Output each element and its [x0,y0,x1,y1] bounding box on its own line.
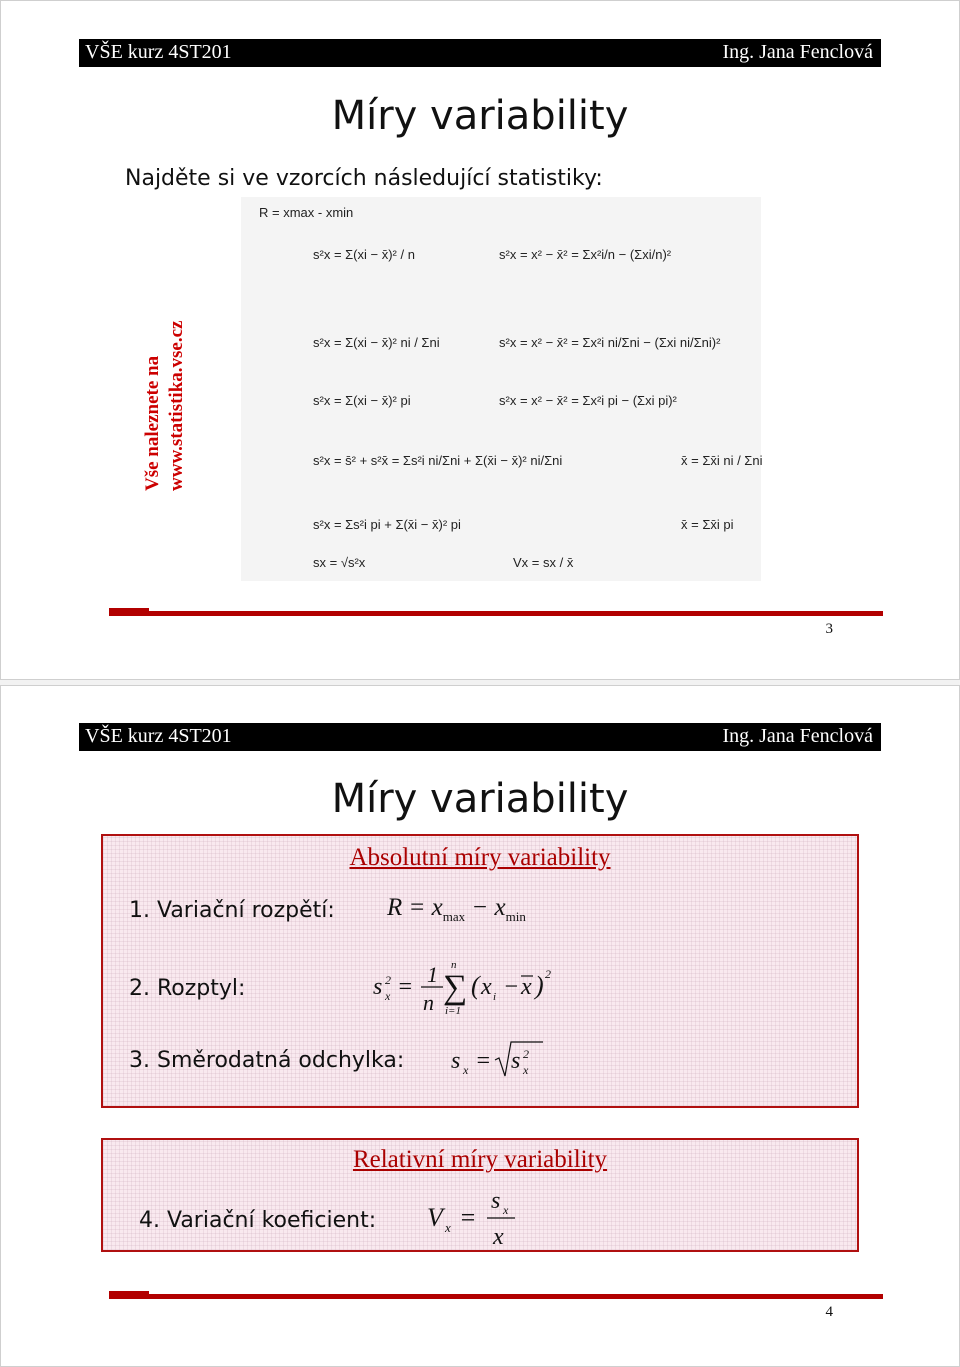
relative-measures-title: Relativní míry variability [352,1146,608,1173]
coefficient-variation-formula-graphic [425,1184,525,1250]
svg-text:x: x [445,1220,451,1235]
absolute-measures-box [101,834,859,1108]
formula-weighted-variance: s²x = Σ(xi − x̄)² ni / Σni [313,335,440,350]
variance-label: 2. Rozptyl: [129,976,246,1001]
absolute-measures-title: Absolutní míry variability [349,844,611,871]
author-label: Ing. Jana Fenclová [722,725,873,747]
formula-variance-computational: s²x = x² − x̄² = Σx²i/n − (Σxi/n)² [499,247,672,262]
svg-text:): ) [535,971,544,1000]
svg-text:x: x [463,1063,469,1077]
svg-text:s: s [373,974,383,1000]
svg-text:s: s [451,1048,461,1074]
svg-text:s: s [491,1188,501,1214]
svg-text:2: 2 [523,1047,529,1061]
course-label: VŠE kurz 4ST201 [85,725,232,747]
formula-image [241,197,761,581]
side-note-line-2: www.statistika.vse.cz [166,320,187,491]
formula-std-dev: sx = √s²x [313,555,366,570]
range-formula: $R = x_{max} - x_{min}$ [387,894,526,924]
svg-text:s: s [511,1048,521,1074]
slide-subtitle: Najděte si ve vzorcích následující statistiky: [125,166,603,191]
svg-text:x: x [493,1224,504,1250]
formula-variance-decomposition: s²x = s̄² + s²x̄ = Σs²i ni/Σni + Σ(x̄i − x̄)² ni/Σni [313,453,563,468]
svg-text:=: = [459,1203,477,1232]
std-dev-formula [449,1036,549,1089]
svg-text:i=1: i=1 [445,1005,461,1017]
svg-text:∑: ∑ [443,969,468,1006]
svg-text:x: x [503,1203,509,1217]
svg-text:V: V [427,1203,443,1232]
formula-variance: s²x = Σ(xi − x̄)² / n [313,247,415,262]
std-dev-label: 3. Směrodatná odchylka: [129,1048,405,1073]
side-note [141,321,189,491]
coefficient-variation-formula [425,1184,525,1257]
std-dev-formula-graphic [449,1036,549,1082]
side-note-line-1: Vše naleznete na [142,355,163,491]
formula-coefficient-variation: Vx = sx / x̄ [513,555,574,570]
slide-header [79,723,881,751]
slide-4 [0,685,960,1367]
slide-title: Míry variability [331,93,629,139]
formula-group-mean-relative: x̄ = Σx̄i pi [681,517,734,532]
svg-text:−: − [503,974,520,1000]
slide-title: Míry variability [331,776,629,822]
svg-text:x: x [481,974,492,1000]
svg-text:1: 1 [427,962,438,987]
relative-measures-box [101,1138,859,1252]
page-number: 3 [825,621,833,637]
coefficient-variation-label: 4. Variační koeficient: [139,1208,377,1233]
slide-3 [0,0,960,680]
slide-header [79,39,881,67]
formula-range: R = xmax - xmin [259,205,354,220]
svg-text:i: i [493,991,497,1003]
svg-text:n: n [451,959,457,971]
svg-text:2: 2 [385,973,391,987]
formula-group-mean: x̄ = Σx̄i ni / Σni [681,453,763,468]
formula-variance-decomposition-relative: s²x = Σs²i pi + Σ(x̄i − x̄)² pi [313,517,461,532]
footer-rule [109,1294,883,1299]
course-label: VŠE kurz 4ST201 [85,41,232,63]
svg-text:(: ( [471,971,480,1000]
page-number: 4 [825,1304,833,1320]
formula-relative-variance: s²x = Σ(xi − x̄)² pi [313,393,411,408]
range-label: 1. Variační rozpětí: [129,898,335,923]
formula-relative-variance-computational: s²x = x² − x̄² = Σx²i pi − (Σxi pi)² [499,393,677,408]
svg-text:n: n [423,990,434,1015]
author-label: Ing. Jana Fenclová [722,41,873,63]
svg-text:x: x [523,1063,529,1077]
svg-text:=: = [475,1048,492,1074]
svg-text:x: x [385,989,391,1003]
variance-formula-graphic [371,956,571,1020]
svg-text:=: = [397,974,414,1000]
variance-formula [371,956,571,1027]
svg-text:x: x [521,974,532,1000]
footer-rule [109,611,883,616]
formula-weighted-variance-computational: s²x = x² − x̄² = Σx²i ni/Σni − (Σxi ni/Σni)² [499,335,721,350]
svg-text:2: 2 [545,967,551,981]
